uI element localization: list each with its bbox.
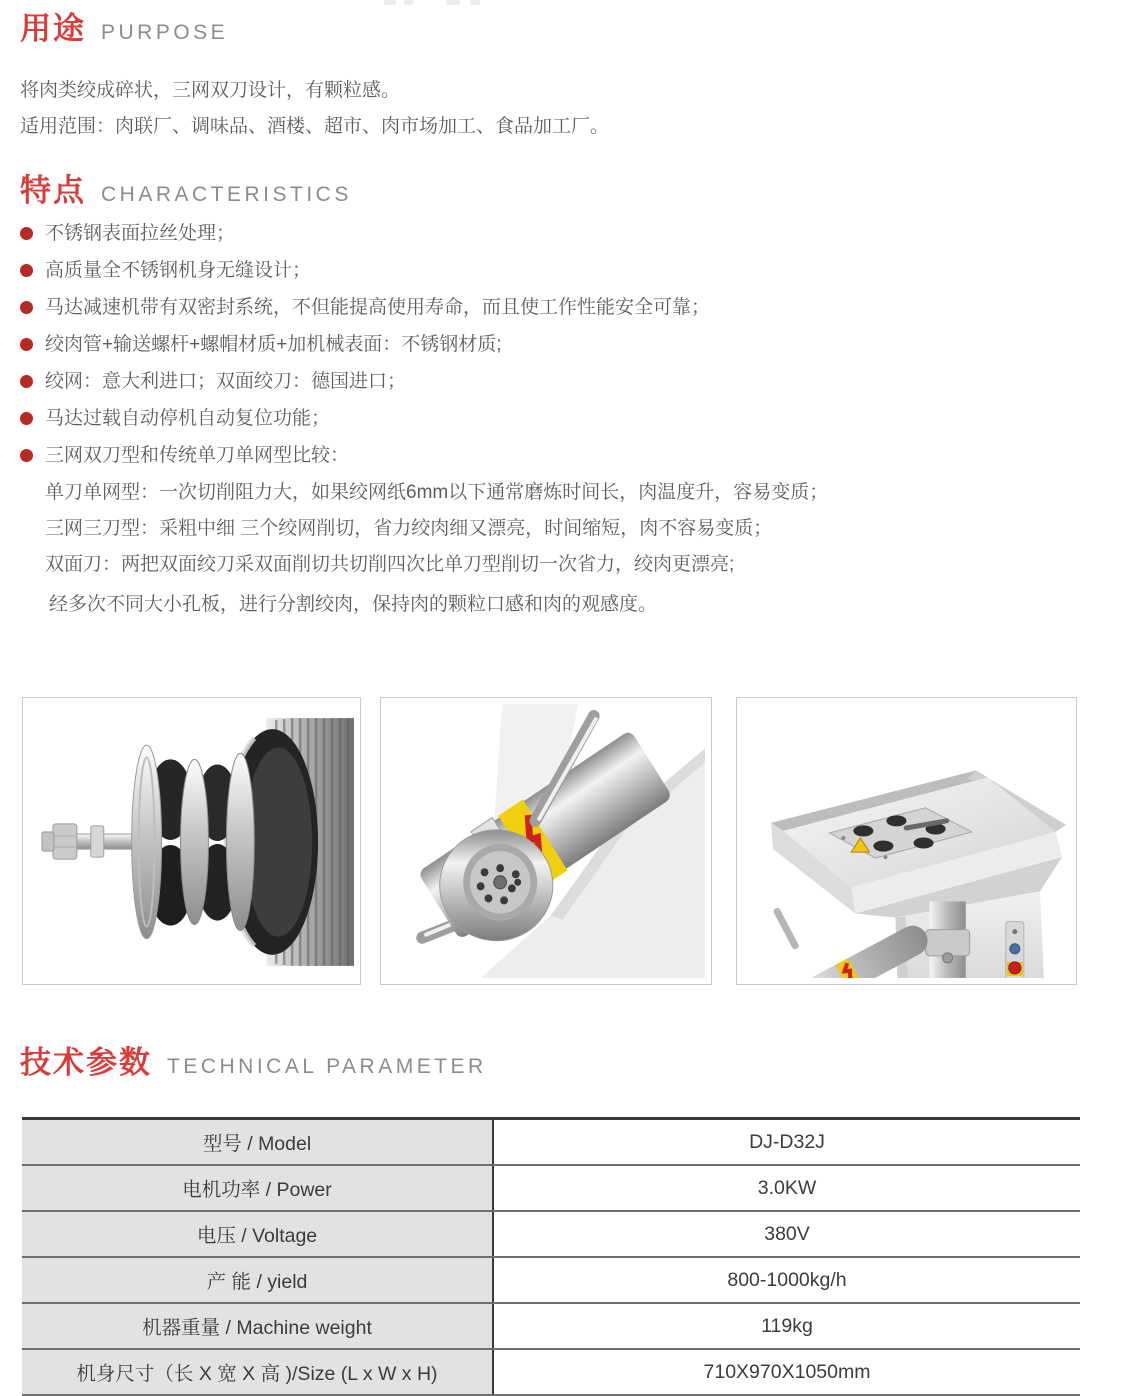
- spec-label-cell: 产 能 / yield: [22, 1257, 493, 1303]
- bullet-dot-icon: [20, 264, 33, 277]
- spec-value-cell: 119kg: [493, 1303, 1080, 1349]
- detail-line: 单刀单网型：一次切削阻力大，如果绞网纸6mm以下通常磨炼时间长，肉温度升，容易变质；: [45, 482, 829, 503]
- bullet-dot-icon: [20, 227, 33, 240]
- grinder-knives-and-plates-photo: [22, 697, 361, 985]
- table-row: [22, 1257, 1080, 1303]
- list-item: [20, 260, 1110, 282]
- list-item: [20, 445, 1110, 467]
- spec-value-cell: 380V: [493, 1211, 1080, 1257]
- purpose-line: 将肉类绞成碎状，三网双刀设计，有颗粒感。: [20, 80, 401, 101]
- list-item-text: 绞网：意大利进口；双面绞刀：德国进口；: [45, 371, 407, 392]
- list-item: [20, 223, 1110, 245]
- list-item: [20, 371, 1110, 393]
- technical-title: [20, 1040, 1110, 1085]
- characteristics-title: [20, 168, 1110, 213]
- table-row: [22, 1349, 1080, 1395]
- spec-table: [22, 1117, 1080, 1396]
- bullet-dot-icon: [20, 412, 33, 425]
- bullet-dot-icon: [20, 338, 33, 351]
- detail-line: 经多次不同大小孔板，进行分割绞肉，保持肉的颗粒口感和肉的观感度。: [49, 594, 658, 615]
- list-item-text: 高质量全不锈钢机身无缝设计；: [45, 260, 312, 281]
- comparison-detail-lines: [20, 482, 1110, 616]
- list-item: [20, 334, 1110, 356]
- spec-value-cell: DJ-D32J: [493, 1119, 1080, 1166]
- machine-body-with-tray-photo: [736, 697, 1077, 985]
- purpose-title: [20, 6, 1110, 51]
- list-item-text: 绞肉管+输送螺杆+螺帽材质+加机械表面：不锈钢材质;: [45, 334, 502, 355]
- spec-label-cell: 型号 / Model: [22, 1119, 493, 1166]
- purpose-section: [20, 6, 1110, 145]
- cropped-text-artifact: [470, 0, 480, 5]
- list-item-text: 马达过载自动停机自动复位功能；: [45, 408, 331, 429]
- table-row: [22, 1119, 1080, 1166]
- spec-label-cell: 机器重量 / Machine weight: [22, 1303, 493, 1349]
- list-item-text: 三网双刀型和传统单刀单网型比较：: [45, 445, 350, 466]
- bullet-dot-icon: [20, 301, 33, 314]
- spec-label-cell: 电压 / Voltage: [22, 1211, 493, 1257]
- list-item-text: 马达减速机带有双密封系统，不但能提高使用寿命，而且使工作性能安全可靠；: [45, 297, 711, 318]
- table-row: [22, 1303, 1080, 1349]
- table-row: [22, 1211, 1080, 1257]
- list-item: [20, 297, 1110, 319]
- spec-label-cell: 电机功率 / Power: [22, 1165, 493, 1211]
- cropped-text-artifact: [446, 0, 460, 5]
- purpose-title-zh: 用途: [20, 11, 86, 46]
- spec-value-cell: 710X970X1050mm: [493, 1349, 1080, 1395]
- cropped-text-artifact: [384, 0, 396, 5]
- spec-value-cell: 3.0KW: [493, 1165, 1080, 1211]
- grinder-head-with-handles-photo: [380, 697, 712, 985]
- bullet-dot-icon: [20, 375, 33, 388]
- purpose-title-en: PURPOSE: [101, 21, 229, 44]
- list-item: [20, 408, 1110, 430]
- characteristics-title-en: CHARACTERISTICS: [101, 183, 352, 206]
- technical-parameter-section: [20, 1040, 1110, 1396]
- purpose-line: 适用范围：肉联厂、调味品、酒楼、超市、肉市场加工、食品加工厂。: [20, 116, 610, 137]
- spec-value-cell: 800-1000kg/h: [493, 1257, 1080, 1303]
- characteristics-section: [20, 168, 1110, 630]
- bullet-dot-icon: [20, 449, 33, 462]
- list-item-text: 不锈钢表面拉丝处理；: [45, 223, 236, 244]
- technical-title-zh: 技术参数: [20, 1045, 152, 1080]
- technical-title-en: TECHNICAL PARAMETER: [167, 1055, 487, 1078]
- detail-line: 双面刀：两把双面绞刀采双面削切共切削四次比单刀型削切一次省力，绞肉更漂亮;: [45, 554, 735, 575]
- table-row: [22, 1165, 1080, 1211]
- cropped-text-artifact: [404, 0, 413, 5]
- characteristics-list: [20, 223, 1110, 467]
- detail-line: 三网三刀型：采粗中细 三个绞网削切，省力绞肉细又漂亮，时间缩短，肉不容易变质；: [45, 518, 773, 539]
- spec-label-cell: 机身尺寸（长 X 宽 X 高 )/Size (L x W x H): [22, 1349, 493, 1395]
- characteristics-title-zh: 特点: [20, 173, 86, 208]
